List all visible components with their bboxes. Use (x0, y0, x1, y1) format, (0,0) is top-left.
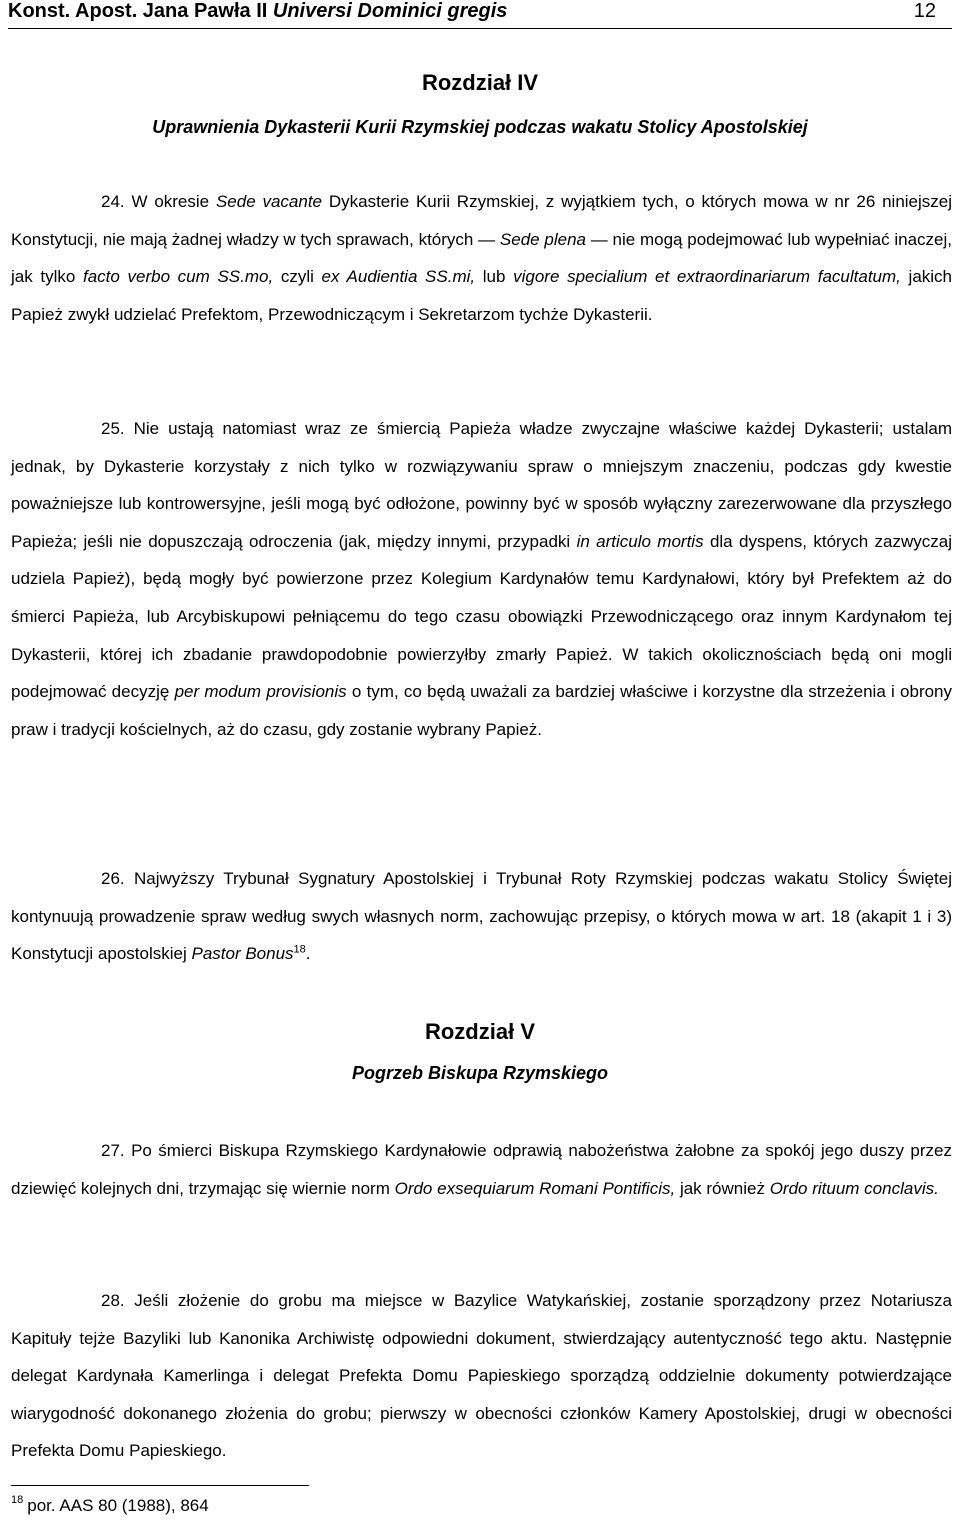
page-number: 12 (913, 0, 936, 22)
p24-latin: Sede plena (499, 229, 586, 249)
p25-latin: in articulo mortis (576, 531, 704, 551)
p24-text: czyli (273, 267, 322, 287)
p25-text: o tym, co będą uważali za bardziej właściwe i korzystne dla strzeżenia i obrony praw i tradycji kościelnych, aż do czasu, gdy zostanie wybrany Papież. (11, 682, 953, 739)
paragraph-25 (11, 410, 952, 748)
p28-text: 28. Jeśli złożenie do grobu ma miejsce w Bazylice Watykańskiej, zostanie sporządzony przez Notariusza Kapituły tejże Bazyliki lub Kanonika Archiwistę odpowiedni dokument, stwierdzający autentyczność tego aktu. Następnie delegat Kardynała Kamerlinga i delegat Prefekta Domu Papieskiego sporządzą oddzielnie dokumenty potwierdzające wiarygodność dokonanego złożenia do grobu; pierwszy w obecności członków Kamery Apostolskiej, drugi w obecności Prefekta Domu Papieskiego. (11, 1291, 952, 1461)
chapter-5-subtitle: Pogrzeb Biskupa Rzymskiego (351, 1063, 609, 1083)
p27-text: jak również (675, 1178, 770, 1198)
header-title-bold: Konst. Apost. Jana Pawła II (8, 0, 268, 22)
p25-latin: per modum provisionis (174, 682, 347, 702)
footnote-number: 18 (11, 1494, 24, 1506)
p24-text: jakich Papież zwykł udzielać Prefektom, Przewodniczącym i Sekretarzom tychże Dykasterii. (11, 267, 953, 324)
paragraph-24 (11, 183, 952, 333)
p24-text: 24. W okresie (101, 192, 216, 211)
p24-latin: ex Audientia SS.mi, (321, 267, 476, 287)
chapter-4-title: Rozdział IV (421, 70, 539, 95)
p24-latin: facto verbo cum SS.mo, (83, 267, 274, 287)
paragraph-28 (11, 1282, 952, 1470)
p27-text: 27. Po śmierci Biskupa Rzymskiego Kardynałowie odprawią nabożeństwa żałobne za spokój jego duszy przez dziewięć kolejnych dni, trzymając się wiernie norm (11, 1141, 952, 1198)
footnote-text: por. AAS 80 (1988), 864 (27, 1496, 209, 1515)
p26-text: . (305, 944, 311, 964)
p27-latin: Ordo rituum conclavis. (769, 1178, 939, 1198)
header-title-italic: Universi Dominici gregis (272, 0, 508, 22)
p26-latin: Pastor Bonus (191, 944, 294, 964)
header-title (8, 0, 507, 23)
p25-text: dla dyspens, których zazwyczaj udziela Papież), będą mogły być powierzone przez Kolegium Kardynałów temu Kardynałowi, który był Prefektem aż do śmierci Papieża, lub Arcybiskupowi pełniącemu do tego czasu obowiązki Przewodniczącego oraz innym Kardynałom tej Dykasterii, której ich zbadanie prawdopodobnie powierzyłby zmarły Papież. W takich okolicznościach będą oni mogli podejmować decyzję (11, 531, 952, 702)
p27-latin: Ordo exsequiarum Romani Pontificis, (394, 1178, 676, 1198)
p24-text: lub (475, 267, 514, 287)
running-header (8, 0, 952, 29)
chapter-5-title: Rozdział V (424, 1019, 535, 1044)
paragraph-27 (11, 1132, 952, 1207)
p26-text: 26. Najwyższy Trybunał Sygnatury Apostolskiej i Trybunał Roty Rzymskiej podczas wakatu Stolicy Świętej kontynuują prowadzenie spraw według swych własnych norm, zachowując przepisy, o których mowa w art. 18 (akapit 1 i 3) Konstytucji apostolskiej (11, 869, 952, 964)
p24-text: Dykasterie Kurii Rzymskiej, z wyjątkiem tych, o których mowa w nr 26 niniejszej Konstytucji, nie mają żadnej władzy w tych sprawach, których — (11, 192, 953, 249)
footnote (11, 1496, 209, 1516)
chapter-4-subtitle: Uprawnienia Dykasterii Kurii Rzymskiej podczas wakatu Stolicy Apostolskiej (152, 117, 808, 137)
footnote-reference: 18 (293, 943, 306, 956)
p24-latin: vigore specialium et extraordinariarum facultatum, (513, 267, 901, 287)
p24-latin: Sede vacante (215, 192, 323, 211)
footnote-separator (11, 1485, 309, 1486)
paragraph-26 (11, 860, 952, 973)
p25-text: 25. Nie ustają natomiast wraz ze śmiercią Papieża władze zwyczajne właściwe każdej Dykasterii; ustalam jednak, by Dykasterie korzystały z nich tylko w rozwiązywaniu spraw o mniejszym znaczeniu, podczas gdy kwestie poważniejsze lub kontrowersyjne, jeśli mogą być odłożone, powinny być w sposób wyłączny zarezerwowane dla przyszłego Papieża; jeśli nie dopuszczają odroczenia (jak, między innymi, przypadki (11, 419, 952, 551)
p24-text: — nie mogą podejmować lub wypełniać inaczej, jak tylko (11, 229, 952, 287)
